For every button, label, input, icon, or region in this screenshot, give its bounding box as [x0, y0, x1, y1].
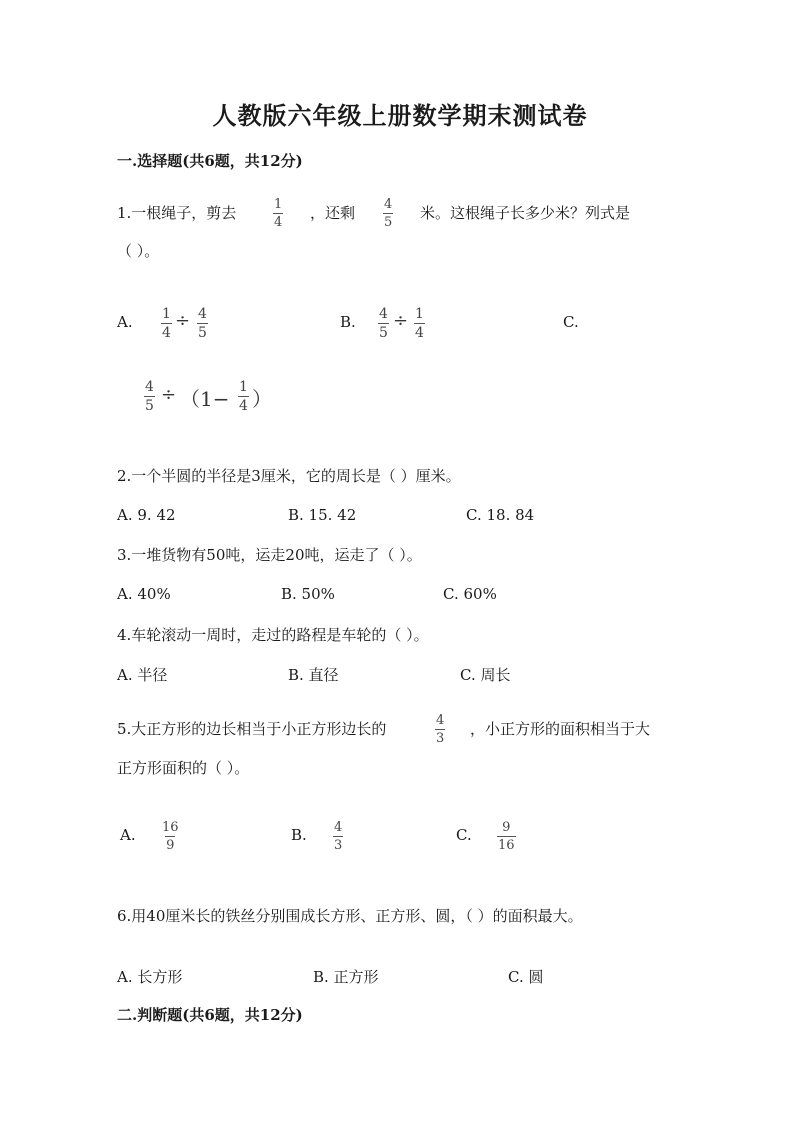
fraction-denominator: 9 [166, 838, 175, 853]
q5-option-c-label: C. [456, 826, 472, 844]
fraction-numerator: 1 [162, 306, 171, 322]
fraction-denominator: 4 [162, 325, 171, 341]
q6-option-c: C. 圆 [508, 968, 544, 986]
q4-text: 4.车轮滚动一周时，走过的路程是车轮的（ ）。 [117, 626, 429, 644]
divide-sign: ÷ [161, 384, 177, 405]
q5-option-b-label: B. [291, 826, 307, 844]
section-heading-true-false: 二.判断题(共6题，共12分) [117, 1006, 303, 1024]
fraction-numerator: 4 [384, 197, 393, 212]
option-fraction-1 [161, 306, 172, 341]
section-heading-multiple-choice: 一.选择题(共6题，共12分) [117, 152, 303, 170]
fraction-numerator: 1 [415, 306, 424, 322]
option-label: B. [340, 313, 356, 331]
q1-text-line2: （ ）。 [117, 242, 160, 260]
q2-option-b: B. 15. 42 [288, 506, 357, 524]
divide-sign: ÷ [175, 310, 191, 331]
q6-option-a: A. 长方形 [117, 968, 183, 986]
q3-option-a: A. 40% [117, 585, 171, 603]
q1-fraction-cut [273, 197, 283, 230]
fraction-denominator: 3 [334, 838, 343, 853]
fraction-numerator: 4 [436, 713, 445, 728]
option-fraction-2 [197, 306, 208, 341]
paren-close: ） [252, 387, 272, 411]
fraction-denominator: 4 [415, 325, 424, 341]
fraction-denominator: 5 [145, 398, 154, 414]
option-fraction-1 [378, 306, 389, 341]
paren-open-expression: （1− [180, 387, 230, 411]
q2-option-c: C. 18. 84 [466, 506, 535, 524]
q1-text-part3: 米。这根绳子长多少米？列式是 [420, 204, 631, 222]
option-fraction-1 [144, 379, 155, 414]
fraction-denominator: 5 [384, 215, 393, 230]
fraction-denominator: 5 [198, 325, 207, 341]
fraction-numerator: 4 [198, 306, 207, 322]
q6-text: 6.用40厘米长的铁丝分别围成长方形、正方形、圆，（ ）的面积最大。 [117, 907, 583, 925]
option-label: A. [117, 313, 133, 331]
q5-text-part1: 5.大正方形的边长相当于小正方形边长的 [117, 720, 387, 738]
option-fraction-2 [414, 306, 425, 341]
divide-sign: ÷ [393, 310, 409, 331]
fraction-numerator: 16 [162, 820, 179, 835]
q1-text-part2: ，还剩 [310, 204, 356, 222]
fraction-denominator: 4 [274, 215, 283, 230]
fraction-denominator: 16 [498, 838, 515, 853]
fraction-numerator: 9 [502, 820, 511, 835]
fraction-numerator: 1 [239, 379, 248, 395]
q5-option-a-label: A. [120, 826, 136, 844]
q5-option-a-fraction [161, 820, 180, 853]
q3-text: 3.一堆货物有50吨，运走20吨，运走了（ ）。 [117, 546, 422, 564]
q5-text-part2: ，小正方形的面积相当于大 [470, 720, 651, 738]
q2-option-a: A. 9. 42 [117, 506, 176, 524]
q6-option-b: B. 正方形 [313, 968, 379, 986]
q1-fraction-remaining [383, 197, 393, 230]
q1-text-part1: 1.一根绳子，剪去 [117, 204, 237, 222]
fraction-numerator: 4 [145, 379, 154, 395]
q4-option-a: A. 半径 [117, 666, 168, 684]
q5-option-b-fraction [333, 820, 343, 853]
fraction-denominator: 3 [436, 731, 445, 746]
fraction-numerator: 4 [334, 820, 343, 835]
fraction-numerator: 1 [274, 197, 283, 212]
q2-text: 2.一个半圆的半径是3厘米，它的周长是（ ）厘米。 [117, 467, 461, 485]
fraction-denominator: 5 [379, 325, 388, 341]
fraction-denominator: 4 [239, 398, 248, 414]
q3-option-c: C. 60% [443, 585, 497, 603]
q5-text-line2: 正方形面积的（ ）。 [117, 759, 250, 777]
option-fraction-2 [238, 379, 249, 414]
option-label: C. [563, 313, 579, 331]
q4-option-c: C. 周长 [460, 666, 511, 684]
q3-option-b: B. 50% [281, 585, 335, 603]
page-title: 人教版六年级上册数学期末测试卷 [212, 101, 588, 130]
q5-fraction-ratio [435, 713, 445, 746]
fraction-numerator: 4 [379, 306, 388, 322]
q5-option-c-fraction [497, 820, 516, 853]
q4-option-b: B. 直径 [288, 666, 339, 684]
